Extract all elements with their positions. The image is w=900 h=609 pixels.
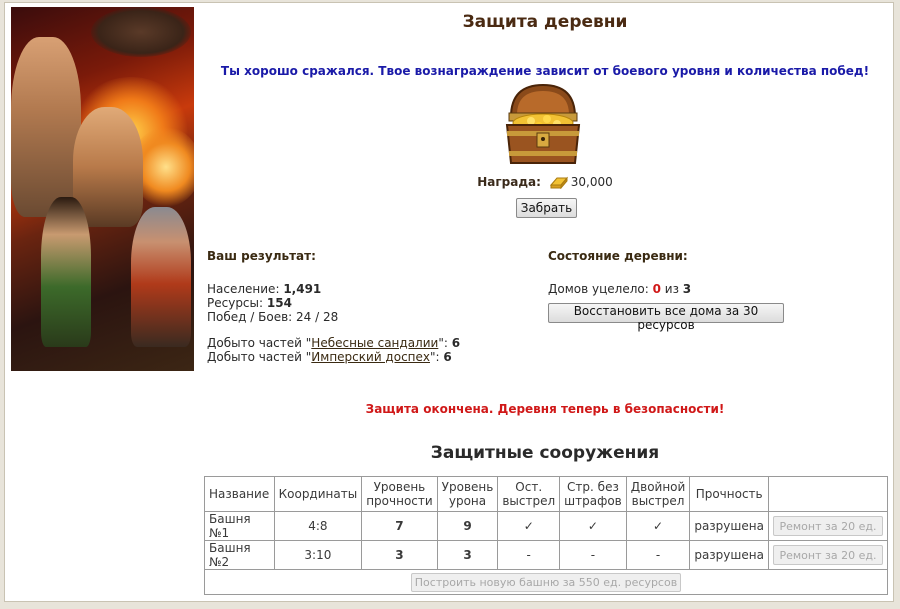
gold-bar-icon	[549, 175, 569, 189]
item-link-sandals[interactable]: Небесные сандалии	[311, 336, 439, 350]
tower-damage-level: 9	[437, 512, 498, 541]
reward-amount: 30,000	[570, 175, 613, 189]
resources-row: Ресурсы: 154	[207, 296, 292, 310]
page-title: Защита деревни	[462, 12, 628, 32]
parts-row-2: Добыто частей "Имперский доспех": 6	[207, 350, 452, 364]
col-damage-level: Уровень урона	[437, 477, 498, 512]
tower-double-shot: -	[626, 541, 690, 570]
build-tower-button[interactable]: Построить новую башню за 550 ед. ресурсов	[411, 573, 681, 592]
check-icon: ✓	[560, 512, 627, 541]
towers-title: Защитные сооружения	[430, 443, 660, 463]
take-reward-button[interactable]: Забрать	[516, 198, 577, 218]
item-link-armor[interactable]: Имперский доспех	[311, 350, 430, 364]
tower-no-penalty: -	[560, 541, 627, 570]
col-double-shot: Двойной выстрел	[626, 477, 690, 512]
tower-durability-level: 7	[362, 512, 437, 541]
tower-stop-shot: -	[498, 541, 560, 570]
hero-artwork	[11, 7, 194, 371]
table-row	[205, 541, 888, 570]
col-actions	[768, 477, 887, 512]
tower-damage-level: 3	[437, 541, 498, 570]
resources-value: 154	[266, 296, 292, 310]
col-no-penalty: Стр. без штрафов	[560, 477, 627, 512]
your-result-section	[207, 249, 527, 364]
col-coords: Координаты	[274, 477, 362, 512]
houses-row: Домов уцелело: 0 из 3	[548, 282, 692, 296]
col-durability-level: Уровень прочности	[362, 477, 437, 512]
congrats-message: Ты хорошо сражался. Твое вознаграждение зависит от боевого уровня и количества побед!	[220, 64, 870, 78]
parts-count-2: 6	[443, 350, 452, 364]
tower-coords: 4:8	[274, 512, 362, 541]
build-row	[205, 570, 888, 595]
population-row: Население: 1,491	[207, 282, 322, 296]
parts-row-1: Добыто частей "Небесные сандалии": 6	[207, 336, 461, 350]
parts-count-1: 6	[451, 336, 461, 350]
your-result-heading: Ваш результат:	[207, 249, 316, 263]
tower-coords: 3:10	[274, 541, 362, 570]
restore-houses-button[interactable]: Восстановить все дома за 30 ресурсов	[548, 303, 784, 323]
population-value: 1,491	[283, 282, 322, 296]
tower-status: разрушена	[690, 512, 769, 541]
tower-durability-level: 3	[362, 541, 437, 570]
houses-total: 3	[682, 282, 692, 296]
tower-name: Башня №1	[205, 512, 275, 541]
houses-alive: 0	[652, 282, 661, 296]
tower-name: Башня №2	[205, 541, 275, 570]
check-icon: ✓	[626, 512, 690, 541]
col-durability: Прочность	[690, 477, 769, 512]
tower-status: разрушена	[690, 541, 769, 570]
repair-button[interactable]: Ремонт за 20 ед.	[773, 516, 883, 536]
reward-label: Награда:	[477, 175, 541, 189]
village-heading: Состояние деревни:	[548, 249, 688, 263]
check-icon: ✓	[498, 512, 560, 541]
table-row	[205, 512, 888, 541]
table-header-row	[205, 477, 888, 512]
repair-button[interactable]: Ремонт за 20 ед.	[773, 545, 883, 565]
reward-line	[200, 175, 890, 189]
col-name: Название	[205, 477, 275, 512]
towers-table	[204, 476, 888, 595]
col-stop-shot: Ост. выстрел	[498, 477, 560, 512]
defense-done-message: Защита окончена. Деревня теперь в безопасности!	[365, 402, 725, 416]
wins-row: Побед / Боев: 24 / 28	[207, 310, 339, 324]
main-panel	[4, 2, 894, 602]
wins-value: 24 / 28	[296, 310, 339, 324]
village-status-section	[548, 249, 888, 296]
treasure-chest-icon	[503, 79, 583, 167]
